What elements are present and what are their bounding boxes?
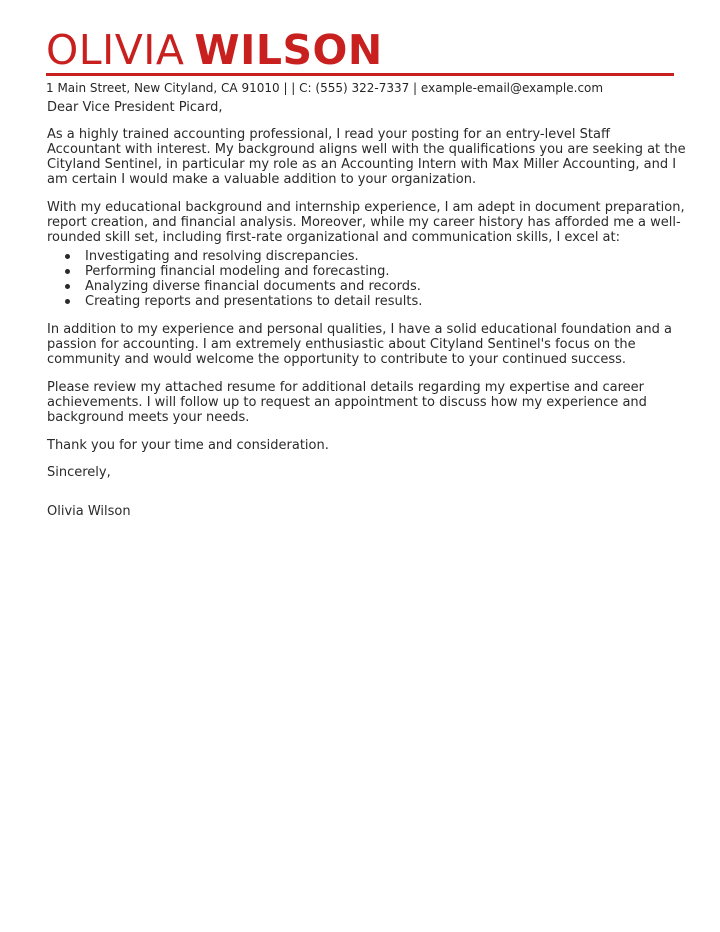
- bullet-icon: [65, 269, 70, 274]
- list-item-text: Creating reports and presentations to detail results.: [85, 294, 423, 309]
- paragraph-followup: Please review my attached resume for additional details regarding my expertise and career achievements. I will follow up to request an appointment to discuss how my experience and background meets your needs.: [47, 380, 647, 425]
- list-item: [47, 249, 687, 264]
- first-name: OLIVIA: [46, 26, 185, 74]
- list-item-text: Performing financial modeling and forecasting.: [85, 264, 390, 279]
- skills-list: [47, 249, 687, 309]
- salutation: Dear Vice President Picard,: [47, 100, 223, 115]
- list-item: [47, 279, 687, 294]
- list-item-text: Analyzing diverse financial documents and records.: [85, 279, 421, 294]
- last-name: WILSON: [194, 26, 383, 74]
- list-item: [47, 294, 687, 309]
- bullet-icon: [65, 299, 70, 304]
- signature-name: Olivia Wilson: [47, 504, 131, 519]
- paragraph-education: In addition to my experience and personal qualities, I have a solid educational foundation and a passion for accounting. I am extremely enthusiastic about Cityland Sentinel's focus on the community and would welcome the opportunity to contribute to your continued success.: [47, 322, 672, 367]
- list-item: [47, 264, 687, 279]
- paragraph-intro: As a highly trained accounting professional, I read your posting for an entry-level Staff Accountant with interest. My background aligns well with the qualifications you are seeking at the Cityland Sentinel, in particular my role as an Accounting Intern with Max Miller Accounting, and I am certain I would make a valuable addition to your organization.: [47, 127, 686, 187]
- list-item-text: Investigating and resolving discrepancies.: [85, 249, 359, 264]
- letter-header: [46, 28, 674, 96]
- closing-line: Thank you for your time and consideration.: [47, 438, 329, 453]
- bullet-icon: [65, 284, 70, 289]
- applicant-name: [46, 28, 674, 72]
- bullet-icon: [65, 254, 70, 259]
- letter-body: [47, 100, 687, 519]
- contact-line: 1 Main Street, New Cityland, CA 91010 | | C: (555) 322-7337 | example-email@example.com: [46, 81, 604, 95]
- signoff: Sincerely,: [47, 465, 111, 480]
- paragraph-skills: With my educational background and internship experience, I am adept in document preparation, report creation, and financial analysis. Moreover, while my career history has afforded me a well-rounded skill set, including first-rate organizational and communication skills, I excel at:: [47, 200, 685, 245]
